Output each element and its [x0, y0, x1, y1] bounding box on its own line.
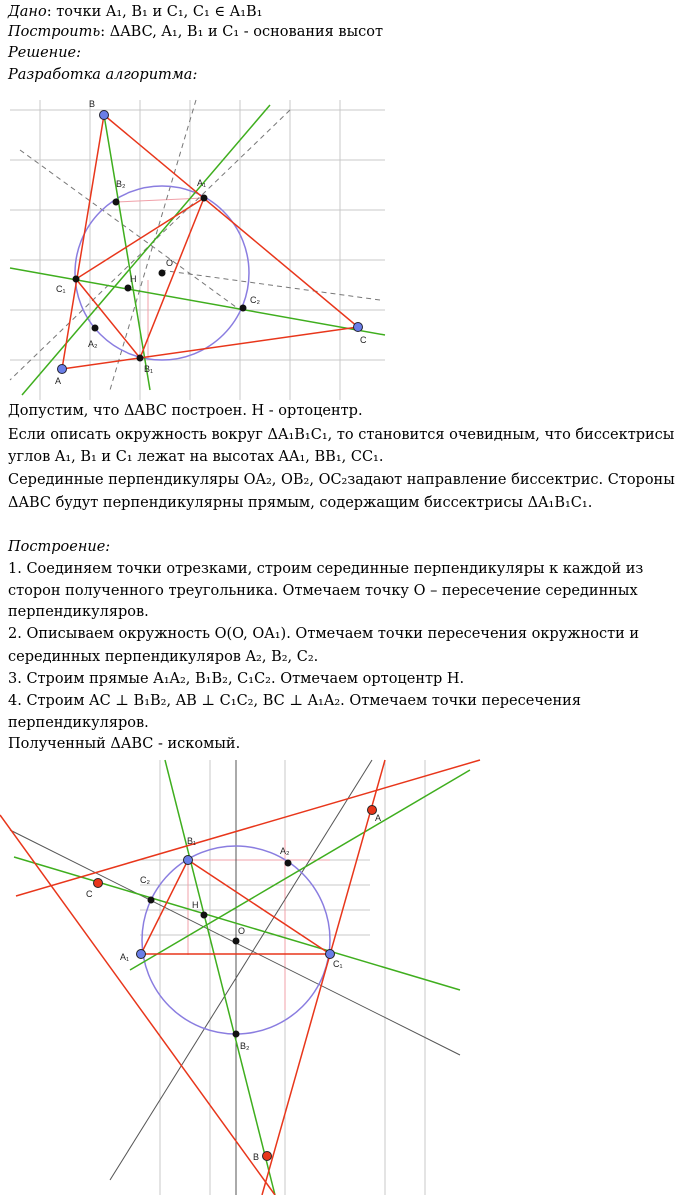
construction-line-1: 1. Соединяем точки отрезками, строим серединные перпендикуляры к каждой из [8, 561, 644, 577]
svg-text:A: A [375, 813, 382, 823]
svg-text:A₂: A₂ [280, 846, 290, 856]
grid-1 [10, 100, 385, 400]
analysis-line-2: Если описать окружность вокруг ΔA₁B₁C₁, то становится очевидным, что биссектрисы [8, 427, 675, 443]
svg-text:B₁: B₁ [144, 364, 154, 374]
svg-text:H: H [192, 900, 199, 910]
construction-line-6: 3. Строим прямые A₁A₂, B₁B₂, C₁C₂. Отмечаем ортоцентр H. [8, 671, 465, 687]
svg-text:B₂: B₂ [240, 1041, 250, 1051]
perp-bisectors-2 [10, 760, 460, 1195]
grid-2 [140, 760, 425, 1195]
construction-line-3: перпендикуляров. [8, 604, 149, 620]
analysis-line-1: Допустим, что ΔABC построен. H - ортоцентр. [8, 403, 363, 419]
svg-text:O: O [166, 258, 174, 268]
construction-line-9: Полученный ΔABC - искомый. [8, 736, 241, 752]
construction-line-4: 2. Описываем окружность O(O, OA₁). Отмечаем точки пересечения окружности и [8, 626, 640, 642]
svg-text:A₁: A₁ [197, 178, 207, 188]
labels-2 [86, 813, 381, 1162]
svg-text:C: C [86, 889, 93, 899]
labels-1 [55, 99, 367, 386]
altitudes-2 [14, 760, 470, 1195]
construct-line [8, 23, 383, 42]
altitudes-1 [10, 105, 385, 395]
points-1 [58, 111, 363, 374]
given-text: : точки A₁, B₁ и C₁, C₁ ∈ A₁B₁ [46, 4, 263, 20]
svg-text:B: B [89, 99, 96, 109]
solution-label: Решение: [8, 45, 82, 61]
construction-line-8: перпендикуляров. [8, 715, 149, 731]
triangles-2 [0, 760, 480, 1195]
svg-text:B₂: B₂ [116, 179, 126, 189]
construction-line-5: серединных перпендикуляров A₂, B₂, C₂. [8, 649, 319, 665]
figure-analysis [0, 90, 600, 400]
svg-text:O: O [238, 926, 246, 936]
svg-text:C₂: C₂ [250, 295, 260, 305]
analysis-line-5: ΔABC будут перпендикулярны прямым, содержащим биссектрисы ΔA₁B₁C₁. [8, 495, 593, 511]
construct-text: : ΔABC, A₁, B₁ и C₁ - основания высот [100, 24, 383, 40]
analysis-line-3: углов A₁, B₁ и C₁ лежат на высотах AA₁, BB₁, CC₁. [8, 449, 384, 465]
construction-line-7: 4. Строим AC ⊥ B₁B₂, AB ⊥ C₁C₂, BC ⊥ A₁A₂. Отмечаем точки пересечения [8, 693, 581, 709]
svg-text:C₁: C₁ [56, 284, 66, 294]
svg-text:C: C [360, 335, 367, 345]
construct-label: Построить [8, 24, 101, 40]
given-label: Дано [8, 4, 47, 20]
algorithm-label: Разработка алгоритма: [8, 67, 198, 83]
svg-text:A: A [55, 376, 62, 386]
svg-text:A₁: A₁ [120, 952, 130, 962]
analysis-line-4: Серединные перпендикуляры OA₂, OB₂, OC₂задают направление биссектрис. Стороны [8, 472, 675, 488]
triangles-1 [62, 115, 358, 369]
construction-title: Построение: [8, 539, 111, 555]
construction-line-2: сторон полученного треугольника. Отмечаем точку O – пересечение серединных [8, 583, 638, 599]
points-2 [94, 806, 377, 1161]
figure-construction [0, 760, 600, 1195]
svg-text:C₂: C₂ [140, 875, 150, 885]
svg-text:B₁: B₁ [187, 836, 197, 846]
svg-text:B: B [253, 1152, 260, 1162]
svg-text:A₂: A₂ [88, 339, 98, 349]
svg-text:H: H [130, 274, 137, 284]
given-line [8, 3, 262, 22]
svg-text:C₁: C₁ [333, 959, 343, 969]
